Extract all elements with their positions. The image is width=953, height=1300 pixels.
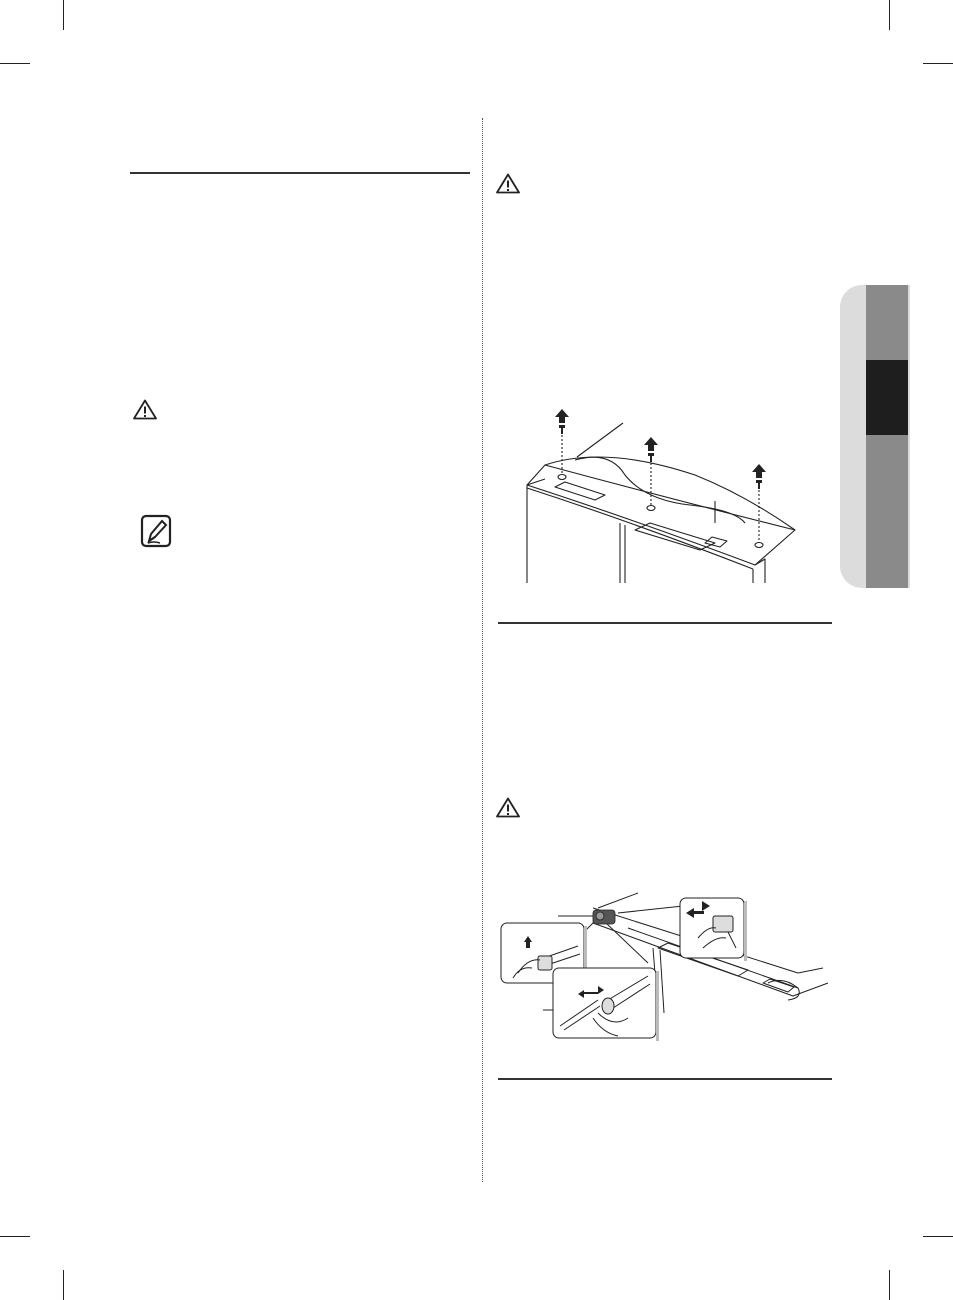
column-divider <box>482 118 483 1182</box>
refrigerator-top-cover-screws-diagram <box>515 405 810 585</box>
chapter-tab-upper <box>866 285 908 360</box>
water-line-disconnect-diagram <box>498 888 830 1044</box>
warning-triangle-icon <box>496 173 520 194</box>
section-rule <box>498 622 832 624</box>
crop-mark <box>889 0 890 30</box>
chapter-tab-lower <box>866 435 908 588</box>
section-rule <box>130 172 470 174</box>
crop-mark <box>63 1270 64 1300</box>
crop-mark <box>923 1236 953 1237</box>
warning-triangle-icon <box>133 399 157 420</box>
note-pencil-icon <box>140 514 172 548</box>
chapter-tab-active <box>866 360 908 435</box>
crop-mark <box>63 0 64 30</box>
crop-mark <box>889 1270 890 1300</box>
crop-mark <box>0 1236 30 1237</box>
warning-triangle-icon <box>496 797 520 818</box>
section-rule <box>498 1078 832 1080</box>
crop-mark <box>0 63 30 64</box>
crop-mark <box>923 63 953 64</box>
